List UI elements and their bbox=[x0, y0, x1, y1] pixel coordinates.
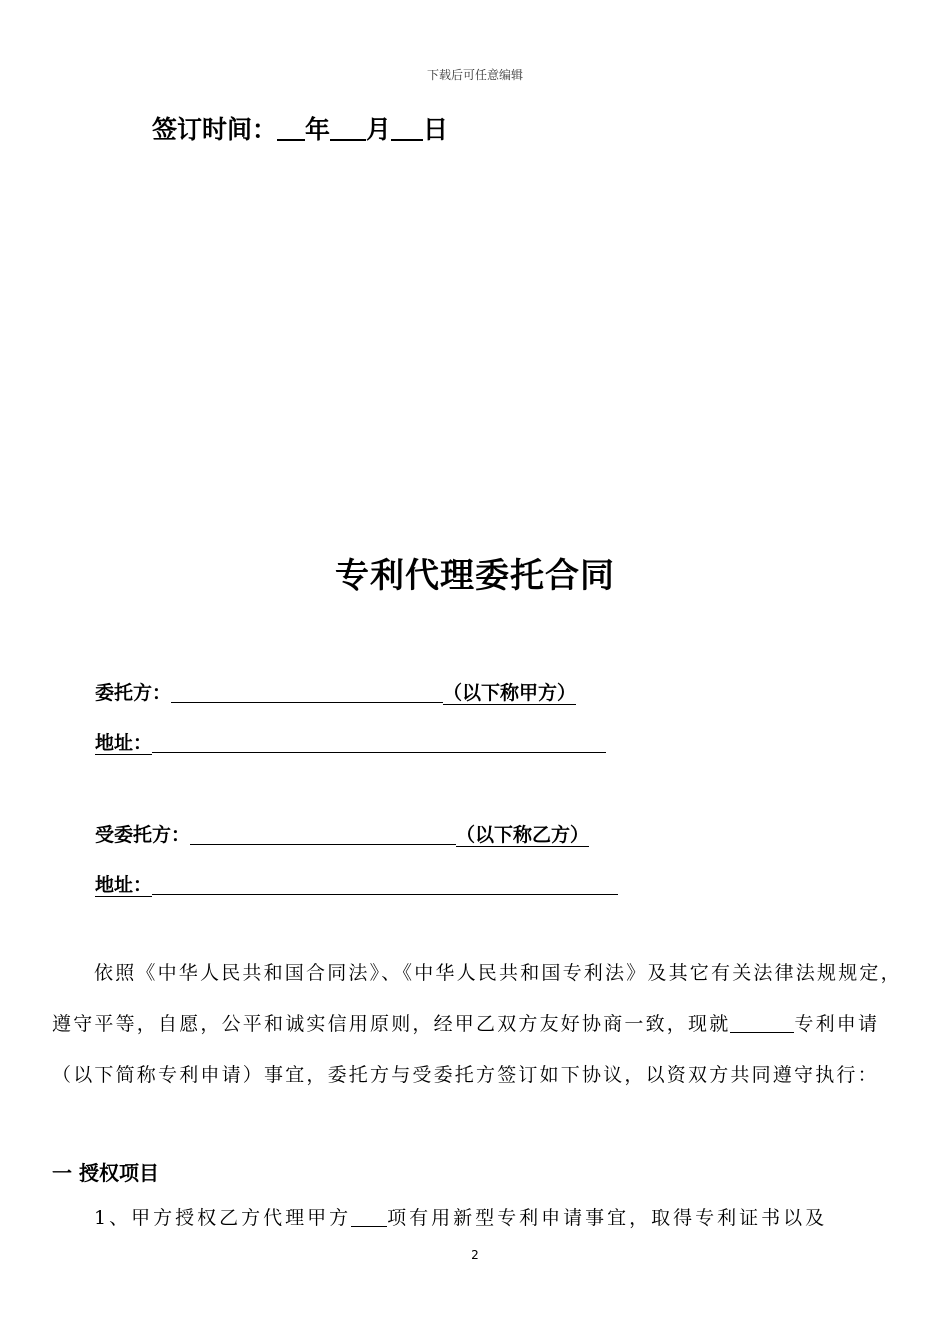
agent-address-blank bbox=[152, 874, 618, 895]
agent-address-field bbox=[95, 870, 618, 897]
day-blank bbox=[391, 117, 423, 141]
client-address-field bbox=[95, 728, 606, 755]
signing-date bbox=[152, 110, 448, 146]
agent-name-blank bbox=[190, 824, 456, 845]
clause-1-text-2: 项有用新型专利申请事宜，取得专利证书以及 bbox=[387, 1207, 828, 1229]
page-header: 下载后可任意编辑 bbox=[426, 68, 523, 82]
agent-field bbox=[95, 820, 589, 847]
page-number: 2 bbox=[471, 1248, 479, 1262]
clause-1-text-1: 1、甲方授权乙方代理甲方 bbox=[94, 1207, 352, 1229]
client-field bbox=[95, 678, 576, 705]
month-blank bbox=[330, 117, 366, 141]
day-label: 日 bbox=[423, 115, 449, 144]
section-heading-authorization: 一 授权项目 bbox=[52, 1161, 159, 1185]
document-title: 专利代理委托合同 bbox=[335, 556, 615, 596]
agent-suffix: （以下称乙方） bbox=[456, 824, 590, 846]
signing-date-label: 签订时间： bbox=[152, 115, 278, 144]
client-suffix: （以下称甲方） bbox=[443, 682, 577, 704]
month-label: 月 bbox=[366, 115, 392, 144]
patent-name-blank bbox=[730, 1012, 794, 1033]
client-label: 委托方： bbox=[95, 682, 172, 704]
preamble-text-2: 专利申请（以下简称专利申请）事宜，委托方与受委托方签订如下协议，以资双方共同遵守执行： bbox=[52, 1013, 880, 1086]
year-label: 年 bbox=[305, 115, 331, 144]
preamble-paragraph bbox=[52, 948, 902, 1101]
client-address-label: 地址： bbox=[95, 732, 153, 754]
agent-address-label: 地址： bbox=[95, 874, 153, 896]
client-name-blank bbox=[171, 682, 443, 703]
preamble-text-1: 依照《中华人民共和国合同法》、《中华人民共和国专利法》及其它有关法律法规规定，遵守平等，自愿，公平和诚实信用原则，经甲乙双方友好协商一致，现就 bbox=[52, 962, 902, 1035]
clause-1 bbox=[94, 1193, 827, 1244]
year-blank bbox=[277, 117, 305, 141]
client-address-blank bbox=[152, 732, 606, 753]
agent-label: 受委托方： bbox=[95, 824, 191, 846]
patent-count-blank bbox=[351, 1206, 387, 1227]
